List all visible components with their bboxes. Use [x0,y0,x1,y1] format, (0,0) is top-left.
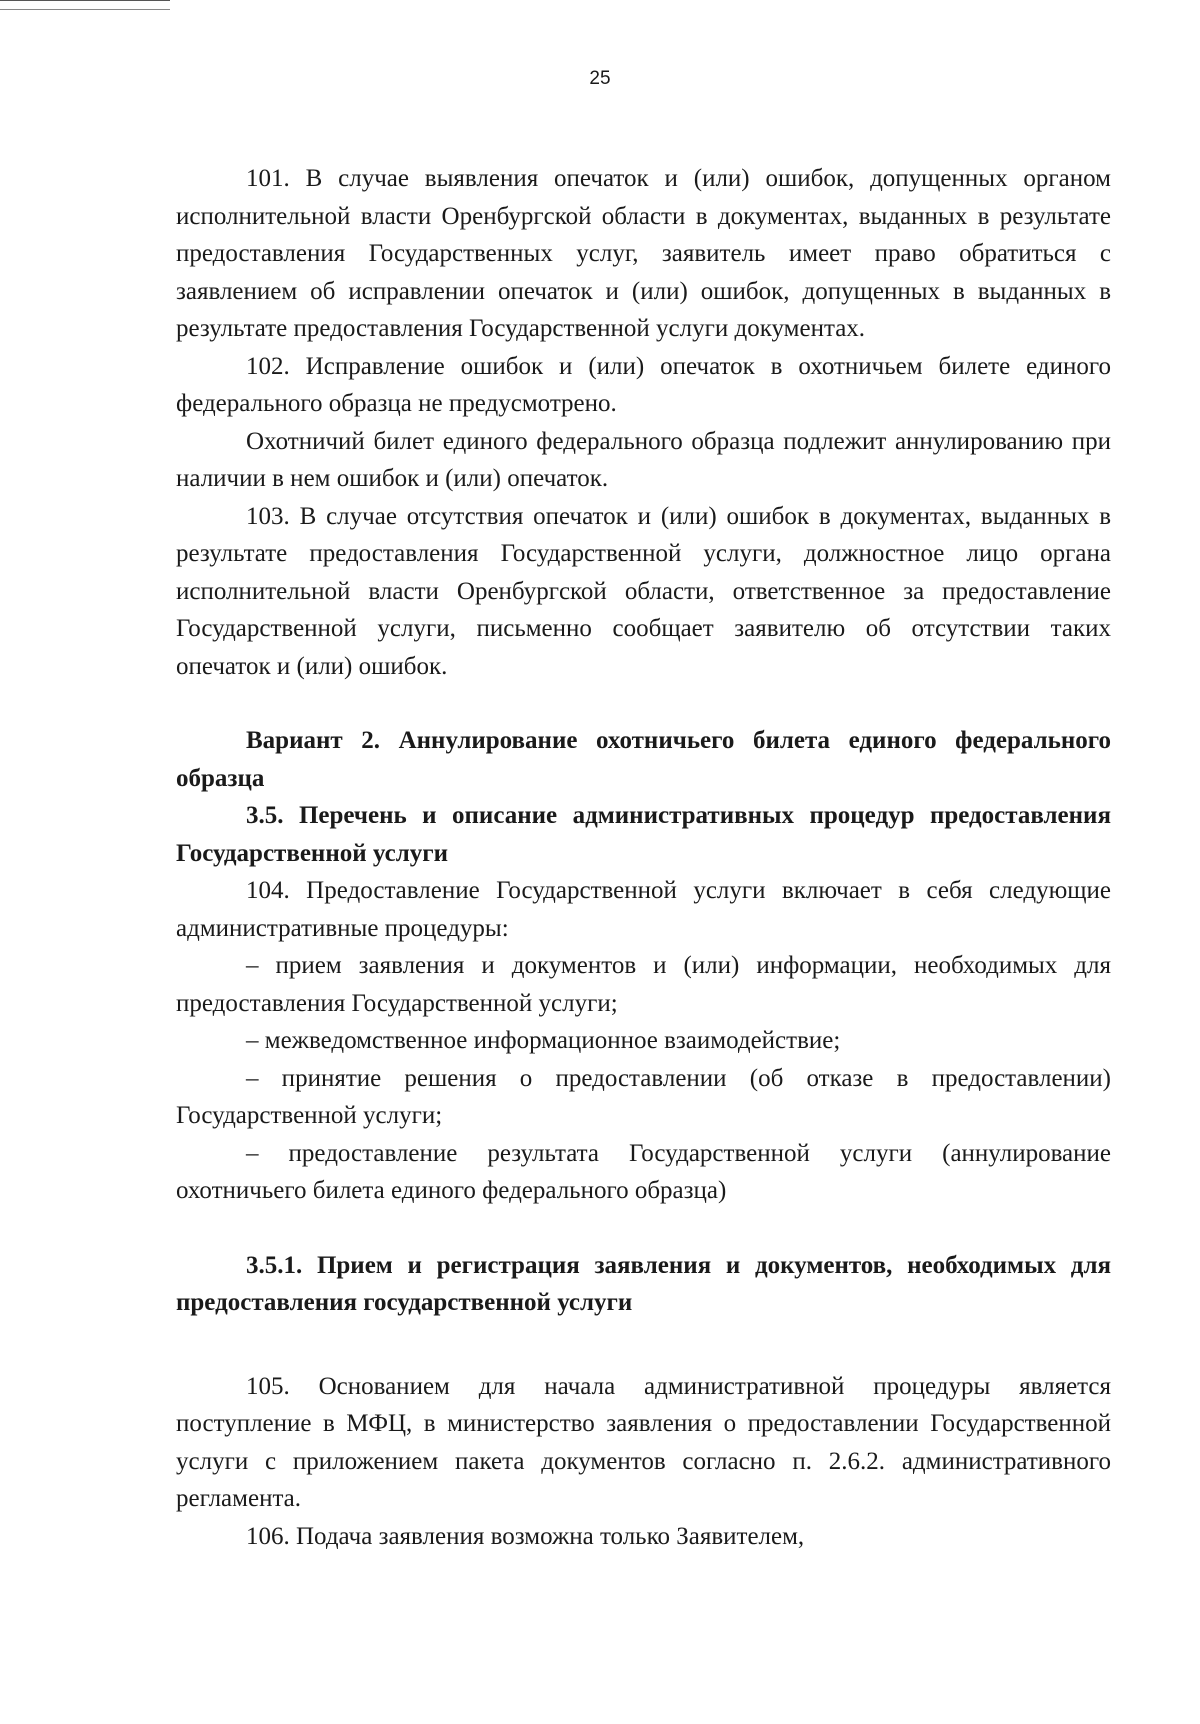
paragraph-104: 104. Предоставление Государственной услуги включает в себя следующие административные процедуры: [176,877,1111,942]
paragraph-annulment-note: Охотничий билет единого федерального образца подлежит аннулированию при наличии в нем ошибок и (или) опечаток. [176,427,1111,492]
list-item: – принятие решения о предоставлении (об отказе в предоставлении) Государственной услуги; [176,1064,1111,1129]
document-body [176,160,1111,1555]
variant-heading: Вариант 2. Аннулирование охотничьего билета единого федерального образца [176,727,1111,792]
list-item: – прием заявления и документов и (или) информации, необходимых для предоставления Государственной услуги; [176,952,1111,1017]
paragraph-103: 103. В случае отсутствия опечаток и (или) ошибок в документах, выданных в результате предоставления Государственной услуги, должностное лицо органа исполнительной власти Оренбургской области, ответственное за предоставление Государственной услуги, письменно сообщает заявителю об отсутствии таких опечаток и (или) ошибок. [176,502,1111,680]
list-item: – предоставление результата Государственной услуги (аннулирование охотничьего билета единого федерального образца) [176,1139,1111,1204]
paragraph-102: 102. Исправление ошибок и (или) опечаток в охотничьем билете единого федерального образца не предусмотрено. [176,352,1111,417]
scan-corner-mark [0,0,170,10]
paragraph-101: 101. В случае выявления опечаток и (или) ошибок, допущенных органом исполнительной власти Оренбургской области в документах, выданных в результате предоставления Государственных услуг, заявитель имеет право обратиться с заявлением об исправлении опечаток и (или) ошибок, допущенных в выданных в результате предоставления Государственной услуги документах. [176,165,1111,342]
paragraph-105: 105. Основанием для начала административной процедуры является поступление в МФЦ, в министерство заявления о предоставлении Государственной услуги с приложением пакета документов согласно п. 2.6.2. административного регламента. [176,1372,1111,1512]
page-number: 25 [589,68,611,89]
paragraph-106: 106. Подача заявления возможна только Заявителем, [246,1522,805,1550]
list-item: – межведомственное информационное взаимодействие; [246,1027,841,1054]
section-heading-3-5-1: 3.5.1. Прием и регистрация заявления и документов, необходимых для предоставления государственной услуги [176,1251,1111,1316]
section-heading-3-5: 3.5. Перечень и описание административных процедур предоставления Государственной услуги [176,802,1111,867]
